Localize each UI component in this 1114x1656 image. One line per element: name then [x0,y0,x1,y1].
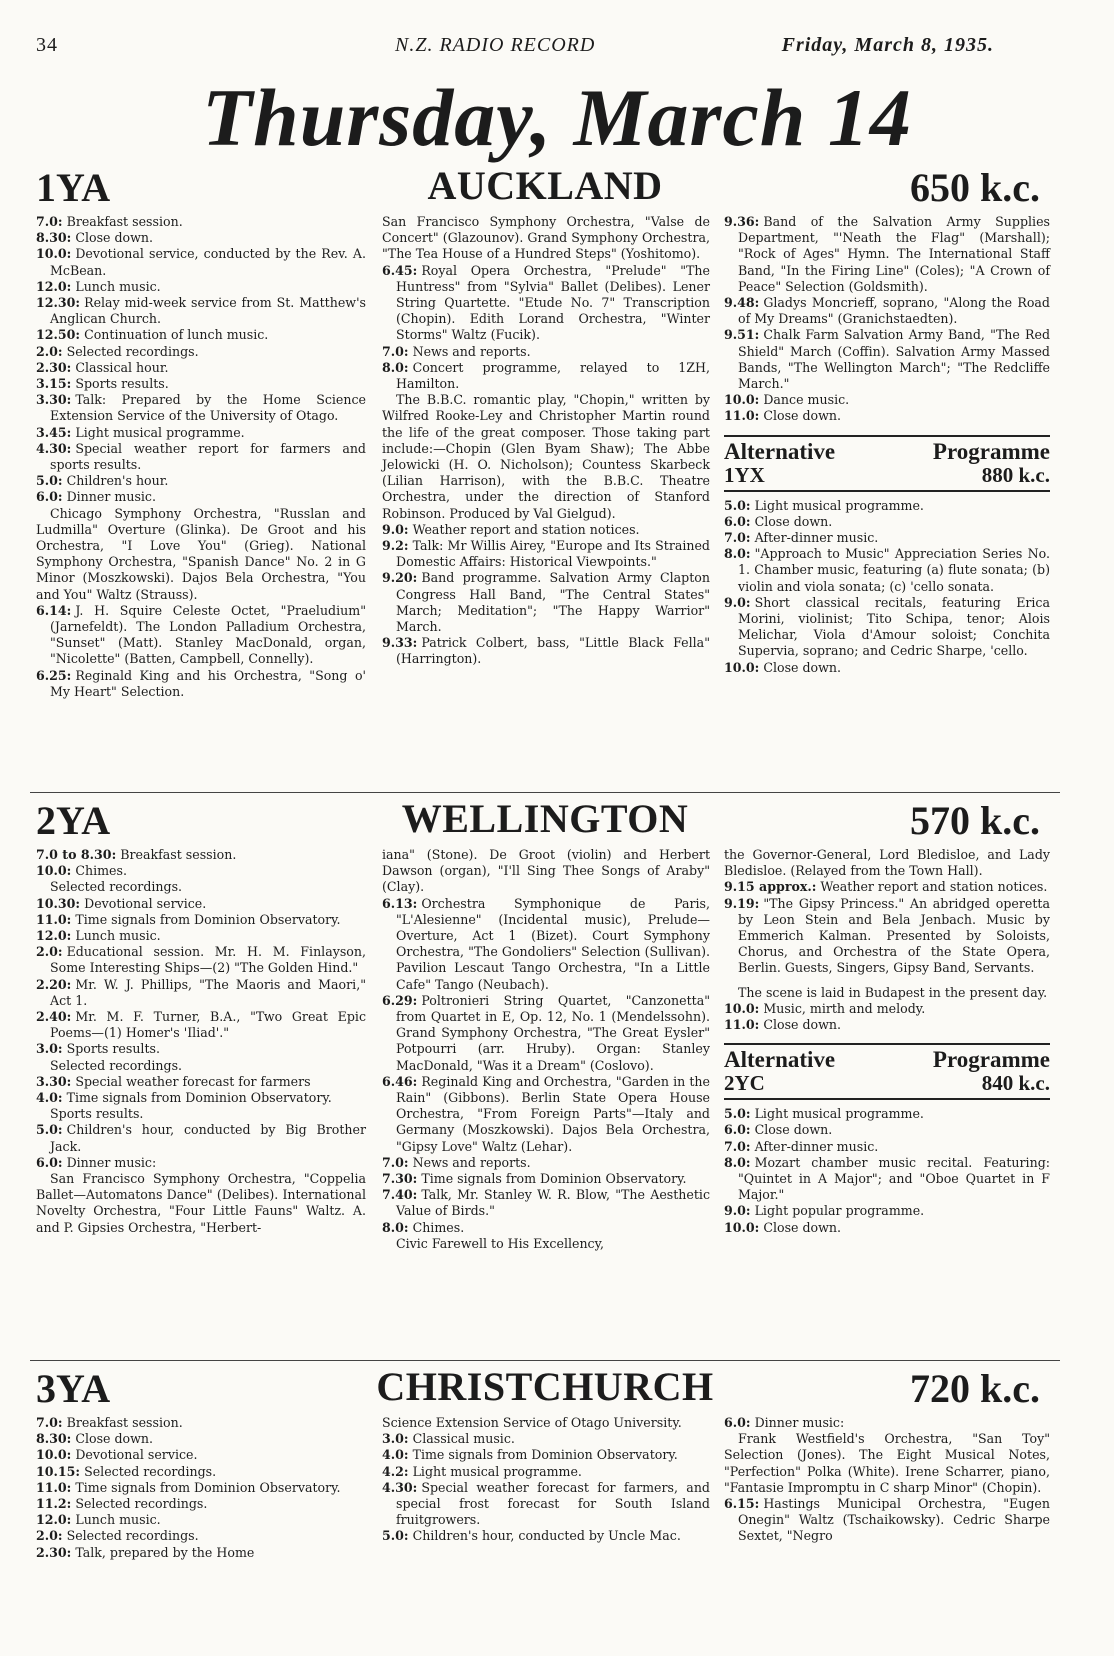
publication-name: N.Z. RADIO RECORD [395,34,596,56]
issue-date: Friday, March 8, 1935. [781,34,994,56]
entry-time: 3.30: [36,392,72,408]
programme-entry [382,635,710,667]
programme-entry [724,660,1050,676]
entry-text: Close down. [763,408,842,424]
entry-time: 7.0: [36,214,63,229]
entry-time: 10.0: [36,863,72,879]
entry-text: Classical music. [412,1431,515,1447]
entry-time: 12.0: [36,928,72,944]
station-section-1ya [30,160,1060,790]
programme-entry [36,1155,366,1171]
entry-text: Light musical programme. [412,1463,582,1479]
programme-entry [382,344,710,360]
column-3-entries [724,847,1050,1033]
entry-text: Special weather forecast for farmers [75,1073,311,1089]
entry-text: Light musical programme. [754,497,924,513]
entry-text: Lunch music. [75,1512,161,1528]
programme-entry [36,847,366,863]
entry-text: Time signals from Dominion Observatory. [75,911,341,927]
programme-paragraph: The B.B.C. romantic play, "Chopin," written by Wilfred Rooke-Ley and Christopher Martin round the life of the great composer. Those taking part include:—Chopin (Glen Byam Shaw); The Abbe Jelowicki (H. O. Nicholson); Countess Skarbeck (Lilian Harrison), with the B.B.C. Theatre Orchestra, under the direction of Stanford Robinson. Produced by Val Gielgud). [382,392,710,521]
entry-text: Band of the Salvation Army Supplies Department, "'Neath the Flag" (Marshall); "Rock of Ages" Hymn. The International Staff Band, "In the Firing Line" (Coles); "A Crown of Peace" Selection (Goldsmith). [738,214,1050,294]
alt-label: Alternative [724,438,836,464]
entry-time: 6.15: [724,1496,760,1512]
programme-entry [36,1122,366,1154]
entry-time: 6.25: [36,667,72,683]
entry-text: Continuation of lunch music. [84,327,269,343]
entry-text: Breakfast session. [66,214,183,229]
entry-text: J. H. Squire Celeste Octet, "Praeludium" (Jarnefeldt). The London Palladium Orchestra, "Sunset" (Matt). Stanley MacDonald, organ, "Nicolette" (Batten, Campbell, Connelly). [50,602,366,667]
entry-time: 2.20: [36,976,72,992]
entry-time: 6.29: [382,992,418,1008]
entry-time: 6.46: [382,1073,418,1089]
programme-entry [36,928,366,944]
entry-text: Sports results. [75,376,169,392]
programme-paragraph: Sports results. [50,1106,144,1122]
programme-entry [724,1155,1050,1204]
programme-paragraph: the Governor-General, Lord Bledisloe, and Lady Bledisloe. (Relayed from the Town Hall). [724,847,1050,879]
entry-time: 4.0: [382,1447,409,1463]
station-header [30,160,1060,210]
entry-text: Hastings Municipal Orchestra, "Eugen Onegin" Waltz (Tschaikowsky). Cedric Sharpe Sextet, "Negro [738,1496,1050,1544]
programme-entry [36,668,366,700]
station-code: 3YA [36,1366,111,1411]
entry-time: 9.33: [382,635,418,651]
station-code: 1YA [36,165,111,210]
programme-entry [36,441,366,473]
entry-text: Dinner music: [754,1415,845,1430]
programme-entry [36,944,366,976]
column-1 [36,1415,366,1561]
entry-time: 11.0: [724,408,760,424]
entry-time: 9.51: [724,327,760,343]
programme-entry [724,295,1050,327]
station-section-3ya [30,1360,1060,1656]
entry-text: Dinner music. [66,489,156,505]
entry-text: News and reports. [412,343,531,359]
entry-time: 9.15 approx.: [724,879,817,895]
entry-time: 10.15: [36,1463,81,1479]
programme-entry [382,1074,710,1155]
programme-entry [36,246,366,278]
entry-time: 10.0: [724,659,760,675]
entry-text: Orchestra Symphonique de Paris, "L'Alesienne" (Incidental music), Prelude—Overture, Act 1 (Bizet). Court Symphony Orchestra, "The Gondoliers" Selection (Sullivan). Pavilion Lescaut Tango Orchestra, "In a Little Cafe" Tango (Neubach). [396,895,710,992]
entry-time: 10.0: [724,1219,760,1235]
programme-entry [382,1155,710,1171]
programme-entry [382,360,710,392]
programme-entry [36,360,366,376]
entry-text: Mr. W. J. Phillips, "The Maoris and Maori," Act 1. [50,976,366,1008]
station-header [30,793,1060,843]
programme-entry [382,1187,710,1219]
entry-text: Close down. [75,230,154,246]
programme-paragraph: iana" (Stone). De Groot (violin) and Herbert Dawson (organ), "I'll Sing Thee Songs of Araby" (Clay). [382,847,710,895]
column-3 [724,847,1050,1236]
programme-entry [724,595,1050,660]
programme-entry [36,295,366,327]
entry-time: 2.0: [36,1528,63,1544]
entry-text: Royal Opera Orchestra, "Prelude" "The Huntress" from "Sylvia" Ballet (Delibes). Lener String Quartette. "Etude No. 7" Transcription (Chopin). Edith Lorand Orchestra, "Winter Storms" Waltz (Fucik). [396,262,710,343]
entry-text: Sports results. [66,1041,160,1057]
entry-text: Children's hour, conducted by Uncle Mac. [412,1528,681,1544]
entry-text: Short classical recitals, featuring Erica Morini, violinist; Tito Schipa, tenor; Alois Melichar, Viola d'Amour soloist; Conchita Supervia, soprano; and Cedric Sharpe, 'cello. [738,594,1050,659]
entry-text: Concert programme, relayed to 1ZH, Hamilton. [396,359,710,392]
entry-text: Time signals from Dominion Observatory. [66,1090,332,1106]
entry-time: 10.0: [724,1000,760,1016]
entry-text: Chimes. [412,1219,465,1235]
entry-text: Classical hour. [75,359,169,375]
entry-text: Time signals from Dominion Observatory. [75,1479,341,1495]
programme-paragraph: San Francisco Symphony Orchestra, "Valse de Concert" (Glazounov). Grand Symphony Orchestra, "The Tea House of a Hundred Steps" (Yoshitomo). [382,214,710,262]
programme-entry [724,392,1050,408]
entry-text: Close down. [754,1122,833,1138]
programme-entry [724,1415,1050,1431]
entry-text: Gladys Moncrieff, soprano, "Along the Road of My Dreams" (Granichstaedten). [738,295,1050,327]
entry-time: 5.0: [724,497,751,513]
entry-text: Reginald King and his Orchestra, "Song o' My Heart" Selection. [50,667,366,699]
alternative-entries [724,1106,1050,1236]
entry-text: Dinner music: [66,1154,157,1170]
programme-entry [724,530,1050,546]
entry-time: 3.15: [36,376,72,392]
programme-entry [36,1545,366,1561]
programme-entry [36,603,366,668]
programme-entry [36,279,366,295]
programme-entry [382,993,710,1074]
entry-time: 2.30: [36,1544,72,1560]
entry-text: Chalk Farm Salvation Army Band, "The Red Shield" March (Coffin). Salvation Army Massed Bands, "The Wellington March"; "The Redcliffe March." [738,327,1050,392]
programme-entry [36,376,366,392]
programme-entry [36,473,366,489]
programme-entry [36,489,366,505]
programme-entry [382,1220,710,1236]
station-city: AUCKLAND [427,163,663,208]
entry-time: 9.20: [382,570,418,586]
programme-entry [36,863,366,879]
programme-entry [36,1431,366,1447]
entry-time: 9.36: [724,214,760,229]
entry-text: Selected recordings. [66,1528,199,1544]
programme-entry [382,538,710,570]
entry-text: Selected recordings. [66,343,199,359]
programme-entry [36,912,366,928]
programme-entry [36,1041,366,1057]
programme-paragraph: Chicago Symphony Orchestra, "Russlan and Ludmilla" Overture (Glinka). De Groot and his Orchestra, "I Love You" (Grieg). National Symphony Orchestra, "Spanish Dance" No. 2 in G Minor (Moszkowski). Dajos Bela Orchestra, "You and You" Waltz (Strauss). [36,505,366,602]
entry-time: 7.0: [382,343,409,359]
programme-entry [36,1528,366,1544]
entry-text: Talk, Mr. Stanley W. R. Blow, "The Aesthetic Value of Birds." [396,1187,710,1219]
entry-text: Devotional service, conducted by the Rev. A. McBean. [50,246,366,278]
alt-station-code: 1YX [724,462,765,487]
entry-time: 4.30: [382,1479,418,1495]
programme-entry [724,1106,1050,1122]
entry-text: Selected recordings. [75,1496,208,1512]
entry-text: Talk: Mr Willis Airey, "Europe and Its Strained Domestic Affairs: Historical Viewpoints." [396,538,710,570]
entry-time: 5.0: [36,1122,63,1138]
programme-entry [36,896,366,912]
day-title: Thursday, March 14 [202,72,912,163]
programme-entry [36,1496,366,1512]
entry-text: Breakfast session. [66,1415,183,1430]
entry-text: Children's hour. [66,473,169,489]
programme-entry [382,1480,710,1529]
column-3 [724,214,1050,676]
entry-time: 3.0: [382,1431,409,1447]
programme-entry [724,514,1050,530]
programme-entry [382,1447,710,1463]
entry-text: Light musical programme. [754,1106,924,1122]
entry-time: 9.2: [382,538,409,554]
programme-entry [724,896,1050,977]
entry-time: 9.0: [382,521,409,537]
entry-text: Talk: Prepared by the Home Science Extension Service of the University of Otago. [50,392,366,424]
programme-paragraph: Selected recordings. [50,879,183,895]
entry-text: Special weather report for farmers and sports results. [50,440,366,473]
entry-text: Dance music. [763,392,850,408]
station-header [30,1361,1060,1411]
entry-time: 2.30: [36,359,72,375]
entry-text: Time signals from Dominion Observatory. [421,1171,687,1187]
entry-time: 11.0: [36,911,72,927]
entry-text: Children's hour, conducted by Big Brother Jack. [50,1122,366,1154]
entry-text: After-dinner music. [754,1138,879,1154]
entry-text: Relay mid-week service from St. Matthew's Anglican Church. [50,295,366,327]
entry-text: Light popular programme. [754,1203,925,1219]
column-2 [382,847,710,1252]
entry-time: 5.0: [36,473,63,489]
programme-entry [36,1009,366,1041]
entry-time: 3.45: [36,424,72,440]
entry-time: 10.0: [36,246,72,262]
station-city: WELLINGTON [401,796,689,841]
entry-time: 5.0: [382,1528,409,1544]
entry-time: 7.0: [724,530,751,546]
programme-entry [36,344,366,360]
programme-entry [36,1464,366,1480]
station-frequency: 570 k.c. [910,798,1040,843]
entry-time: 12.0: [36,1512,72,1528]
alternative-programme-box [724,1043,1050,1100]
entry-time: 4.30: [36,440,72,456]
entry-time: 8.0: [724,1154,751,1170]
entry-text: Mr. M. F. Turner, B.A., "Two Great Epic Poems—(1) Homer's 'Iliad'." [50,1009,366,1041]
alt-station-frequency: 880 k.c. [981,462,1050,487]
entry-time: 6.0: [724,1122,751,1138]
programme-entry [382,570,710,635]
programme-entry [36,1074,366,1090]
entry-text: Close down. [754,513,833,529]
programme-entry [382,522,710,538]
entry-time: 8.0: [382,359,409,375]
alt-label: Alternative [724,1047,836,1073]
entry-text: Light musical programme. [75,424,245,440]
column-2 [382,214,710,668]
entry-text: Music, mirth and melody. [763,1000,926,1016]
programme-entry [724,1203,1050,1219]
programme-entry [36,1447,366,1463]
entry-time: 8.0: [724,546,751,562]
programme-entry [724,408,1050,424]
column-3 [724,1415,1050,1545]
entry-text: Special weather forecast for farmers, and special frost forecast for South Island fruitgrowers. [396,1479,710,1528]
entry-time: 12.30: [36,295,81,311]
entry-text: Time signals from Dominion Observatory. [412,1447,678,1463]
entry-text: Mozart chamber music recital. Featuring: "Quintet in A Major"; and "Oboe Quartet in F Major." [738,1154,1050,1203]
programme-entry [382,263,710,344]
entry-text: "The Gipsy Princess." An abridged operetta by Leon Stein and Bela Jenbach. Music by Emmerich Kalman. Presented by Soloists, Chorus, and Orchestra of the State Opera, Berlin. Guests, Singers, Gipsy Band, Servants. [738,895,1050,976]
programme-entry [724,327,1050,392]
entry-time: 7.0: [724,1138,751,1154]
entry-time: 9.0: [724,594,751,610]
entry-time: 10.30: [36,895,81,911]
column-1 [36,214,366,700]
entry-time: 9.19: [724,895,760,911]
entry-time: 8.0: [382,1219,409,1235]
entry-time: 3.30: [36,1073,72,1089]
programme-entry [724,498,1050,514]
entry-time: 4.0: [36,1090,63,1106]
programme-entry [724,1122,1050,1138]
entry-time: 2.40: [36,1009,72,1025]
running-header [0,34,1114,62]
entry-time: 9.0: [724,1203,751,1219]
entry-text: Close down. [763,659,842,675]
entry-time: 8.30: [36,1431,72,1447]
station-frequency: 720 k.c. [910,1366,1040,1411]
column-3-entries [724,214,1050,425]
entry-text: Breakfast session. [120,847,237,862]
station-code: 2YA [36,798,111,843]
programme-paragraph: Civic Farewell to His Excellency, [396,1235,605,1251]
programme-entry [724,1496,1050,1545]
programme-entry [382,1171,710,1187]
station-frequency: 650 k.c. [910,165,1040,210]
entry-time: 7.30: [382,1171,418,1187]
alt-station-frequency: 840 k.c. [981,1071,1050,1096]
entry-time: 6.0: [36,1154,63,1170]
entry-time: 6.0: [36,489,63,505]
column-1 [36,847,366,1236]
entry-text: Educational session. Mr. H. M. Finlayson, Some Interesting Ships—(2) "The Golden Hind." [50,944,366,976]
entry-text: Weather report and station notices. [820,879,1048,895]
programme-entry [382,1464,710,1480]
entry-text: Close down. [763,1017,842,1033]
programme-entry [36,1090,366,1106]
programme-entry [724,879,1050,895]
programme-entry [382,1431,710,1447]
entry-time: 6.45: [382,262,418,278]
programme-paragraph: San Francisco Symphony Orchestra, "Coppelia Ballet—Automatons Dance" (Delibes). International Novelty Orchestra, "Four Little Fauns" Waltz. A. and P. Gipsies Orchestra, "Herbert- [36,1171,366,1235]
programme-entry [36,214,366,230]
entry-time: 11.2: [36,1496,72,1512]
entry-text: Reginald King and Orchestra, "Garden in the Rain" (Gibbons). Berlin State Opera House Orchestra, "From Foreign Parts"—Italy and Germany (Moszkowski). Dajos Bela Orchestra, "Gipsy Love" Waltz (Lehar). [396,1073,710,1154]
entry-time: 2.0: [36,343,63,359]
entry-text: Chimes. [75,863,127,879]
programme-entry [36,425,366,441]
entry-text: Patrick Colbert, bass, "Little Black Fella" (Harrington). [396,635,710,667]
programme-entry [724,1139,1050,1155]
programme-paragraph: Science Extension Service of Otago University. [382,1415,682,1430]
page-number: 34 [36,34,58,56]
entry-text: News and reports. [412,1154,531,1170]
entry-time: 7.40: [382,1187,418,1203]
entry-time: 12.0: [36,278,72,294]
programme-entry [36,1415,366,1431]
entry-text: Devotional service. [84,895,207,911]
entry-time: 10.0: [36,1447,72,1463]
entry-time: 6.0: [724,513,751,529]
entry-text: Talk, prepared by the Home [75,1544,255,1560]
entry-text: Lunch music. [75,928,161,944]
entry-text: After-dinner music. [754,530,879,546]
entry-time: 4.2: [382,1463,409,1479]
alternative-programme-box [724,435,1050,492]
programme-paragraph: Selected recordings. [50,1057,183,1073]
entry-time: 6.13: [382,895,418,911]
alternative-entries [724,498,1050,676]
entry-text: Devotional service. [75,1447,198,1463]
entry-text: Lunch music. [75,278,161,294]
entry-text: Selected recordings. [84,1463,217,1479]
programme-paragraph: The scene is laid in Budapest in the present day. [738,984,1048,1000]
entry-text: Poltronieri String Quartet, "Canzonetta" from Quartet in E, Op. 12, No. 1 (Mendelssohn). Grand Symphony Orchestra, "The Great Eysler" Potpourri (arr. Hruby). Organ: Stanley MacDonald, "Was it a Dream" (Coslovo). [396,992,710,1073]
entry-time: 11.0: [724,1017,760,1033]
entry-time: 7.0 to 8.30: [36,847,117,862]
entry-time: 2.0: [36,944,63,960]
programme-entry [724,214,1050,295]
alt-programme-label: Programme [932,438,1050,464]
programme-entry [36,230,366,246]
entry-time: 5.0: [724,1106,751,1122]
entry-text: Weather report and station notices. [412,521,640,537]
programme-entry [36,977,366,1009]
programme-entry [36,1512,366,1528]
entry-text: Close down. [763,1219,842,1235]
entry-time: 12.50: [36,327,81,343]
column-2 [382,1415,710,1545]
entry-time: 7.0: [36,1415,63,1430]
entry-time: 9.48: [724,295,760,311]
entry-time: 6.14: [36,602,72,618]
station-section-2ya [30,792,1060,1353]
entry-text: Band programme. Salvation Army Clapton Congress Hall Band, "The Central States" March; Meditation"; "The Happy Warrior" March. [396,570,710,635]
alt-programme-label: Programme [932,1047,1050,1073]
programme-entry [36,392,366,424]
alt-station-code: 2YC [724,1071,765,1096]
station-city: CHRISTCHURCH [376,1364,714,1409]
programme-entry [382,1528,710,1544]
entry-time: 7.0: [382,1154,409,1170]
entry-time: 3.0: [36,1041,63,1057]
programme-entry [36,1480,366,1496]
programme-entry [724,1001,1050,1017]
entry-time: 6.0: [724,1415,751,1430]
entry-time: 11.0: [36,1479,72,1495]
programme-entry [724,1220,1050,1236]
entry-text: Close down. [75,1431,154,1447]
entry-time: 8.30: [36,230,72,246]
programme-entry [724,546,1050,595]
entry-time: 10.0: [724,392,760,408]
entry-text: "Approach to Music" Appreciation Series No. 1. Chamber music, featuring (a) flute sonata; (b) violin and viola sonata; (c) 'cello sonata. [738,546,1050,594]
programme-entry [36,327,366,343]
programme-entry [724,1017,1050,1033]
programme-paragraph: Frank Westfield's Orchestra, "San Toy" Selection (Jones). The Eight Musical Notes, "Perfection" Polka (White). Irene Scharrer, piano, "Fantasie Impromptu in C sharp Minor" (Chopin). [724,1431,1050,1495]
programme-entry [382,896,710,993]
